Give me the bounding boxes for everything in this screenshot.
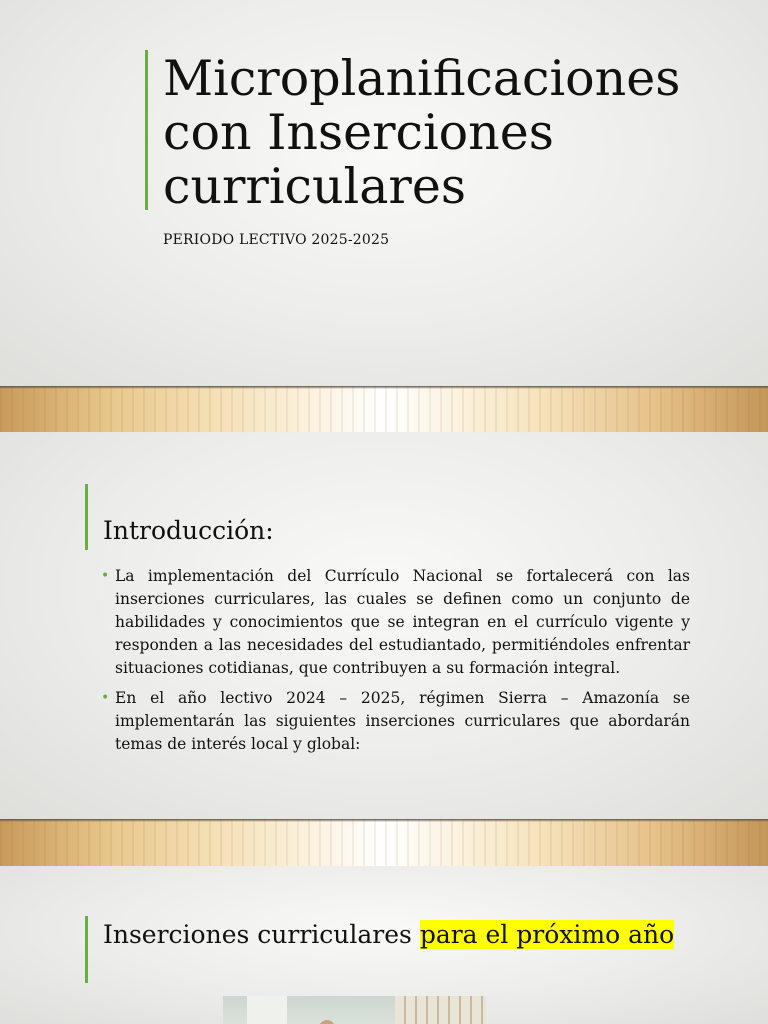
presentation-subtitle: PERIODO LECTIVO 2025-2025: [163, 232, 390, 248]
heading-text: Inserciones curriculares: [103, 920, 412, 949]
classroom-photo: [223, 996, 486, 1024]
list-item: [101, 687, 690, 756]
insertions-accent-bar: [85, 916, 88, 983]
slide-introduction: [0, 432, 768, 819]
wall-chart-shape: [395, 996, 486, 1024]
presentation-title: Microplanificaciones con Inserciones curriculares: [163, 50, 681, 215]
list-item: [101, 565, 690, 680]
insertions-heading: [103, 920, 674, 949]
slide-divider: [0, 819, 768, 866]
heading-highlight: para el próximo año: [419, 920, 675, 949]
bullet-icon: •: [101, 568, 110, 584]
intro-accent-bar: [85, 484, 88, 550]
bullet-icon: •: [101, 690, 110, 706]
slide-title: [0, 0, 768, 386]
slide-divider: [0, 386, 768, 432]
bullet-text: En el año lectivo 2024 – 2025, régimen Sierra – Amazonía se implementarán las siguientes inserciones curriculares que abordarán temas de interés local y global:: [115, 689, 690, 753]
person-head-shape: [319, 1020, 335, 1024]
intro-heading: Introducción:: [103, 516, 274, 545]
bullet-text: La implementación del Currículo Nacional se fortalecerá con las inserciones curriculares, las cuales se definen como un conjunto de habilidades y conocimientos que se integran en el currículo vigente y responden a las necesidades del estudiantado, permitiéndoles enfrentar situaciones cotidianas, que contribuyen a su formación integral.: [115, 567, 690, 677]
intro-bullet-list: [101, 565, 690, 763]
window-shape: [247, 996, 287, 1024]
slide-insertions: [0, 866, 768, 1024]
title-accent-bar: [145, 50, 148, 210]
